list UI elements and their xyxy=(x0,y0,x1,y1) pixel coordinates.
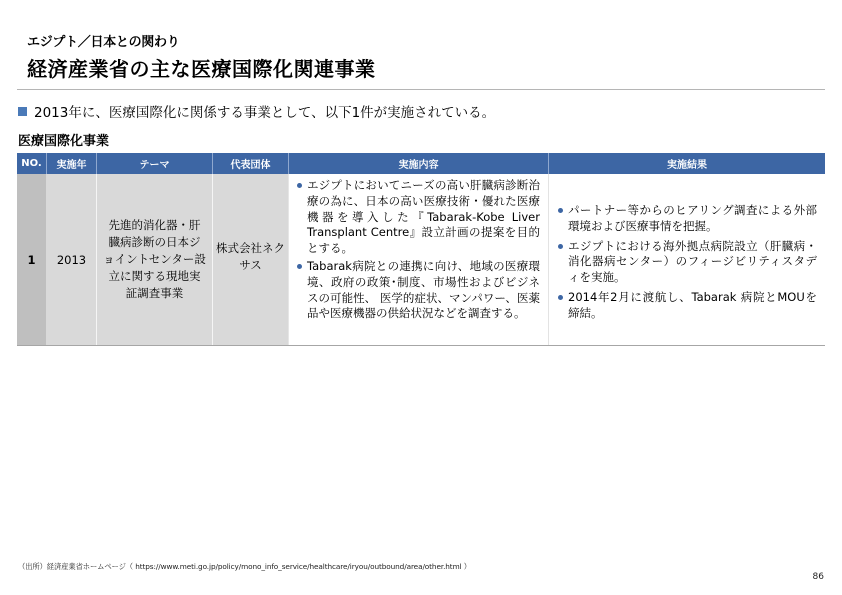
column-header-theme: テーマ xyxy=(97,153,213,174)
cell-no: 1 xyxy=(17,174,47,345)
cell-content xyxy=(289,174,549,345)
bullet-dot-icon xyxy=(558,208,563,213)
bullet-dot-icon xyxy=(558,295,563,300)
column-header-results: 実施結果 xyxy=(667,160,707,171)
content-bullet-text: エジプトにおいてニーズの高い肝臓病診断治療の為に、日本の高い医療技術・優れた医療機器を導入した『Tabarak-Kobe Liver Transplant Centre』設立計画の提案を目的とする。 xyxy=(307,178,540,256)
cell-organization: 株式会社ネクサス xyxy=(213,174,289,345)
content-bullet xyxy=(297,259,540,322)
column-header-year: 実施年 xyxy=(47,153,97,174)
result-bullet xyxy=(558,203,817,235)
result-bullet-text: パートナー等からのヒアリング調査による外部環境および医療事情を把握。 xyxy=(568,203,817,233)
table-row xyxy=(17,174,825,345)
content-bullet xyxy=(297,178,540,257)
page-title: 経済産業省の主な医療国際化関連事業 xyxy=(27,57,376,81)
page-subtitle: エジプト／日本との関わり xyxy=(27,35,180,50)
table-header xyxy=(17,153,825,174)
bullet-dot-icon xyxy=(297,183,302,188)
section-title: 医療国際化事業 xyxy=(18,134,110,149)
result-bullet-text: エジプトにおける海外拠点病院設立（肝臓病・消化器病センター）のフィージビリティスタディを実施。 xyxy=(568,238,817,285)
bullet-dot-icon xyxy=(297,264,302,269)
column-header-organization: 代表団体 xyxy=(213,153,289,174)
bullet-dot-icon xyxy=(558,244,563,249)
lead-text: 2013年に、医療国際化に関係する事業として、以下1件が実施されている。 xyxy=(34,105,496,121)
column-header-content: 実施内容 xyxy=(289,153,549,174)
result-bullet-text: 2014年2月に渡航し、Tabarak 病院とMOUを締結。 xyxy=(568,289,817,320)
result-bullet xyxy=(558,239,817,286)
page-number: 86 xyxy=(812,572,824,582)
square-bullet-icon xyxy=(18,107,27,116)
projects-table xyxy=(17,153,825,346)
cell-year: 2013 xyxy=(47,174,97,345)
title-divider xyxy=(17,89,825,90)
lead-statement xyxy=(17,101,495,121)
cell-theme: 先進的消化器・肝臓病診断の日本ジョイントセンター設立に関する現地実証調査事業 xyxy=(97,174,213,345)
content-bullet-text: Tabarak病院との連携に向け、地域の医療環境、政府の政策･制度、市場性およびビジネスの可能性、 医学的症状、マンパワー、医薬品や医療機器の供給状況などを調査する。 xyxy=(307,258,540,321)
cell-results xyxy=(549,174,825,345)
source-citation: （出所）経済産業省ホームページ（ https://www.meti.go.jp/policy/mono_info_service/healthcare/iryou/outbound/area/other.html ） xyxy=(18,562,471,571)
result-bullet xyxy=(558,290,817,322)
column-header-no: NO. xyxy=(17,153,47,174)
